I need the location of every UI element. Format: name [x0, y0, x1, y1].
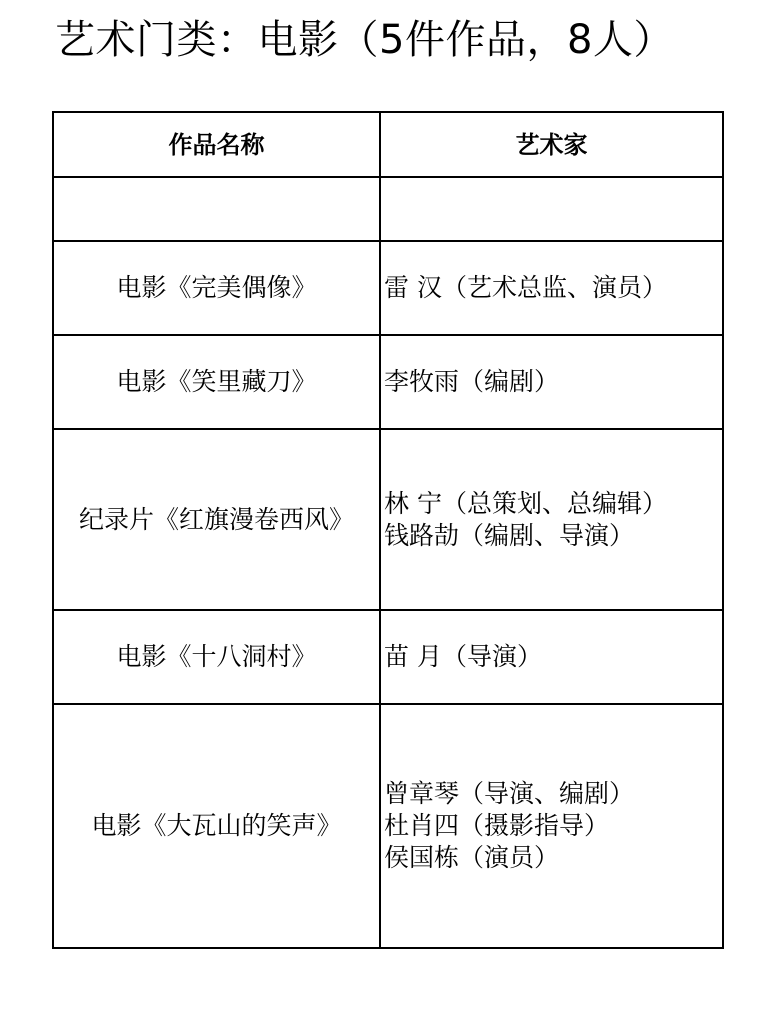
artist-cell	[380, 241, 723, 335]
work-title-cell: 电影《大瓦山的笑声》	[53, 704, 380, 948]
page-title: 艺术门类：电影（5件作品，8人）	[55, 17, 674, 63]
artist-cell	[380, 429, 723, 610]
artist-line: 林 宁（总策划、总编辑）	[384, 488, 667, 518]
table-row	[53, 241, 723, 335]
work-title-cell: 电影《十八洞村》	[53, 610, 380, 704]
artist-line: 杜肖四（摄影指导）	[384, 811, 610, 840]
artist-line: 曾章琴（导演、编剧）	[384, 779, 635, 808]
column-header-work: 作品名称	[53, 112, 380, 177]
table-row	[53, 610, 723, 704]
work-title-cell: 电影《笑里藏刀》	[53, 335, 380, 429]
artist-line: 苗 月（导演）	[384, 642, 542, 671]
artist-cell	[380, 335, 723, 429]
artist-cell	[380, 610, 723, 704]
table-row	[53, 335, 723, 429]
work-title-cell: 电影《完美偶像》	[53, 241, 380, 335]
artist-cell	[380, 704, 723, 948]
column-header-artist: 艺术家	[380, 112, 723, 177]
table-row	[53, 429, 723, 610]
work-title-cell: 纪录片《红旗漫卷西风》	[53, 429, 380, 610]
artist-line: 李牧雨（编剧）	[384, 367, 560, 396]
table-row	[53, 177, 723, 241]
artist-line: 侯国栋（演员）	[384, 843, 560, 872]
artist-line: 雷 汉（艺术总监、演员）	[384, 273, 667, 302]
works-table	[52, 111, 724, 949]
work-title-cell	[53, 177, 380, 241]
artist-cell	[380, 177, 723, 241]
table-row	[53, 704, 723, 948]
table-header-row	[53, 112, 723, 177]
artist-line: 钱路劼（编剧、导演）	[384, 520, 635, 550]
